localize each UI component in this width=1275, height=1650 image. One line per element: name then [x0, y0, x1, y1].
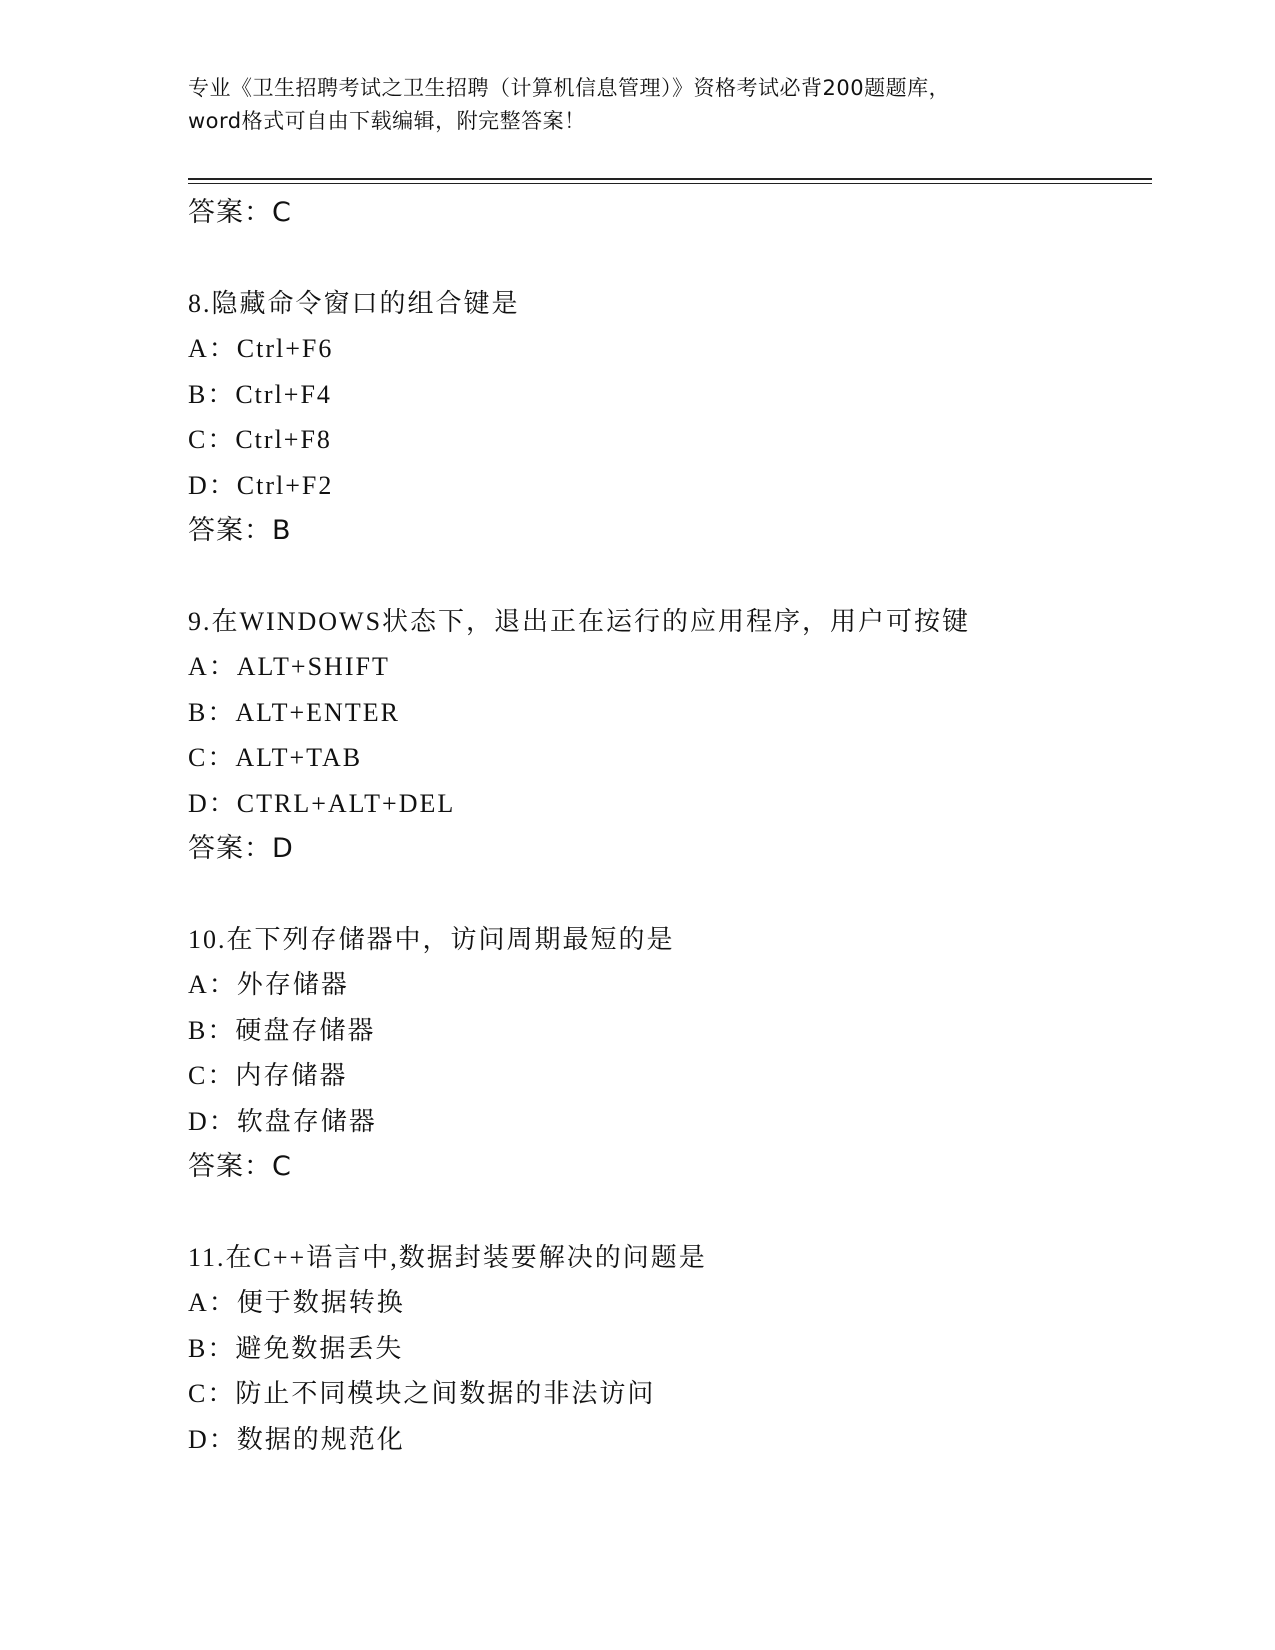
answer-line: 答案：B	[188, 515, 292, 546]
question-block	[188, 281, 1148, 553]
question-text: 11.在C++语言中,数据封装要解决的问题是	[188, 1243, 707, 1272]
question-text: 9.在WINDOWS状态下，退出正在运行的应用程序，用户可按键	[188, 607, 971, 636]
option-b: B：避免数据丢失	[188, 1333, 404, 1363]
option-c: C：Ctrl+F8	[188, 425, 332, 454]
document-header	[188, 72, 1088, 138]
header-title-line-2: word格式可自由下载编辑，附完整答案！	[188, 109, 586, 133]
answer-line: 答案：C	[188, 1151, 292, 1182]
question-list	[188, 190, 1148, 1462]
option-a: A：Ctrl+F6	[188, 334, 334, 363]
option-b: B：硬盘存储器	[188, 1015, 376, 1045]
header-divider-thick	[188, 178, 1152, 180]
answer-line: 答案：D	[188, 833, 294, 864]
answer-line: 答案：C	[188, 197, 292, 228]
option-d: D：软盘存储器	[188, 1106, 377, 1136]
option-c: C：内存储器	[188, 1061, 348, 1090]
question-block	[188, 1235, 1148, 1462]
option-b: B：Ctrl+F4	[188, 379, 332, 409]
spacer	[188, 553, 1148, 599]
question-text: 10.在下列存储器中，访问周期最短的是	[188, 925, 675, 954]
question-text: 8.隐藏命令窗口的组合键是	[188, 289, 520, 318]
option-d: D：CTRL+ALT+DEL	[188, 788, 456, 818]
spacer	[188, 235, 1148, 281]
option-d: D：数据的规范化	[188, 1424, 405, 1454]
option-a: A：便于数据转换	[188, 1288, 405, 1317]
question-block	[188, 599, 1148, 871]
option-a: A：ALT+SHIFT	[188, 652, 390, 681]
spacer	[188, 1189, 1148, 1235]
question-block	[188, 917, 1148, 1189]
option-c: C：防止不同模块之间数据的非法访问	[188, 1379, 656, 1408]
spacer	[188, 871, 1148, 917]
option-a: A：外存储器	[188, 970, 349, 999]
header-title-line-1: 专业《卫生招聘考试之卫生招聘（计算机信息管理）》资格考试必背200题题库，	[188, 76, 951, 100]
option-d: D：Ctrl+F2	[188, 470, 334, 500]
option-b: B：ALT+ENTER	[188, 697, 400, 727]
option-c: C：ALT+TAB	[188, 743, 363, 772]
header-divider-thin	[188, 183, 1152, 184]
